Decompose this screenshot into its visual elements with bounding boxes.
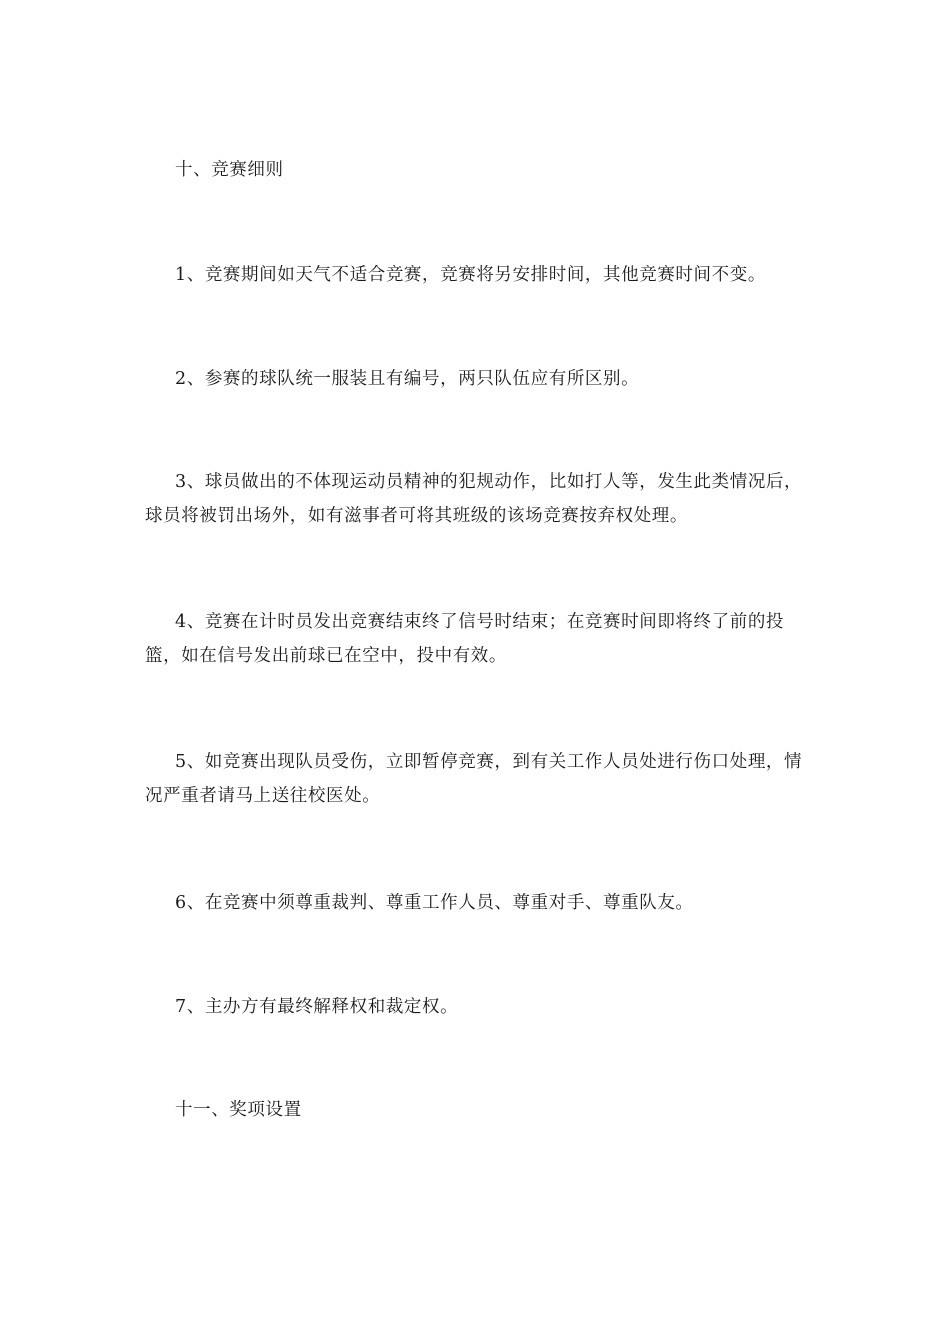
rule-item-7: 7、主办方有最终解释权和裁定权。 <box>175 997 459 1017</box>
rule-item-2: 2、参赛的球队统一服装且有编号，两只队伍应有所区别。 <box>175 369 640 389</box>
rule-item-4: 4、竞赛在计时员发出竞赛结束终了信号时结束；在竞赛时间即将终了前的投篮，如在信号发出前球已在空中，投中有效。 <box>145 612 785 666</box>
section-heading-rules: 十、竞赛细则 <box>175 160 284 180</box>
rule-item-6: 6、在竞赛中须尊重裁判、尊重工作人员、尊重对手、尊重队友。 <box>175 893 694 913</box>
section-heading-awards: 十一、奖项设置 <box>175 1100 302 1120</box>
rule-item-1: 1、竞赛期间如天气不适合竞赛，竞赛将另安排时间，其他竞赛时间不变。 <box>175 265 766 285</box>
rule-item-5: 5、如竞赛出现队员受伤，立即暂停竞赛，到有关工作人员处进行伤口处理，情况严重者请马上送往校医处。 <box>145 752 803 806</box>
rule-item-3: 3、球员做出的不体现运动员精神的犯规动作，比如打人等，发生此类情况后，球员将被罚出场外，如有滋事者可将其班级的该场竞赛按弃权处理。 <box>145 472 803 526</box>
